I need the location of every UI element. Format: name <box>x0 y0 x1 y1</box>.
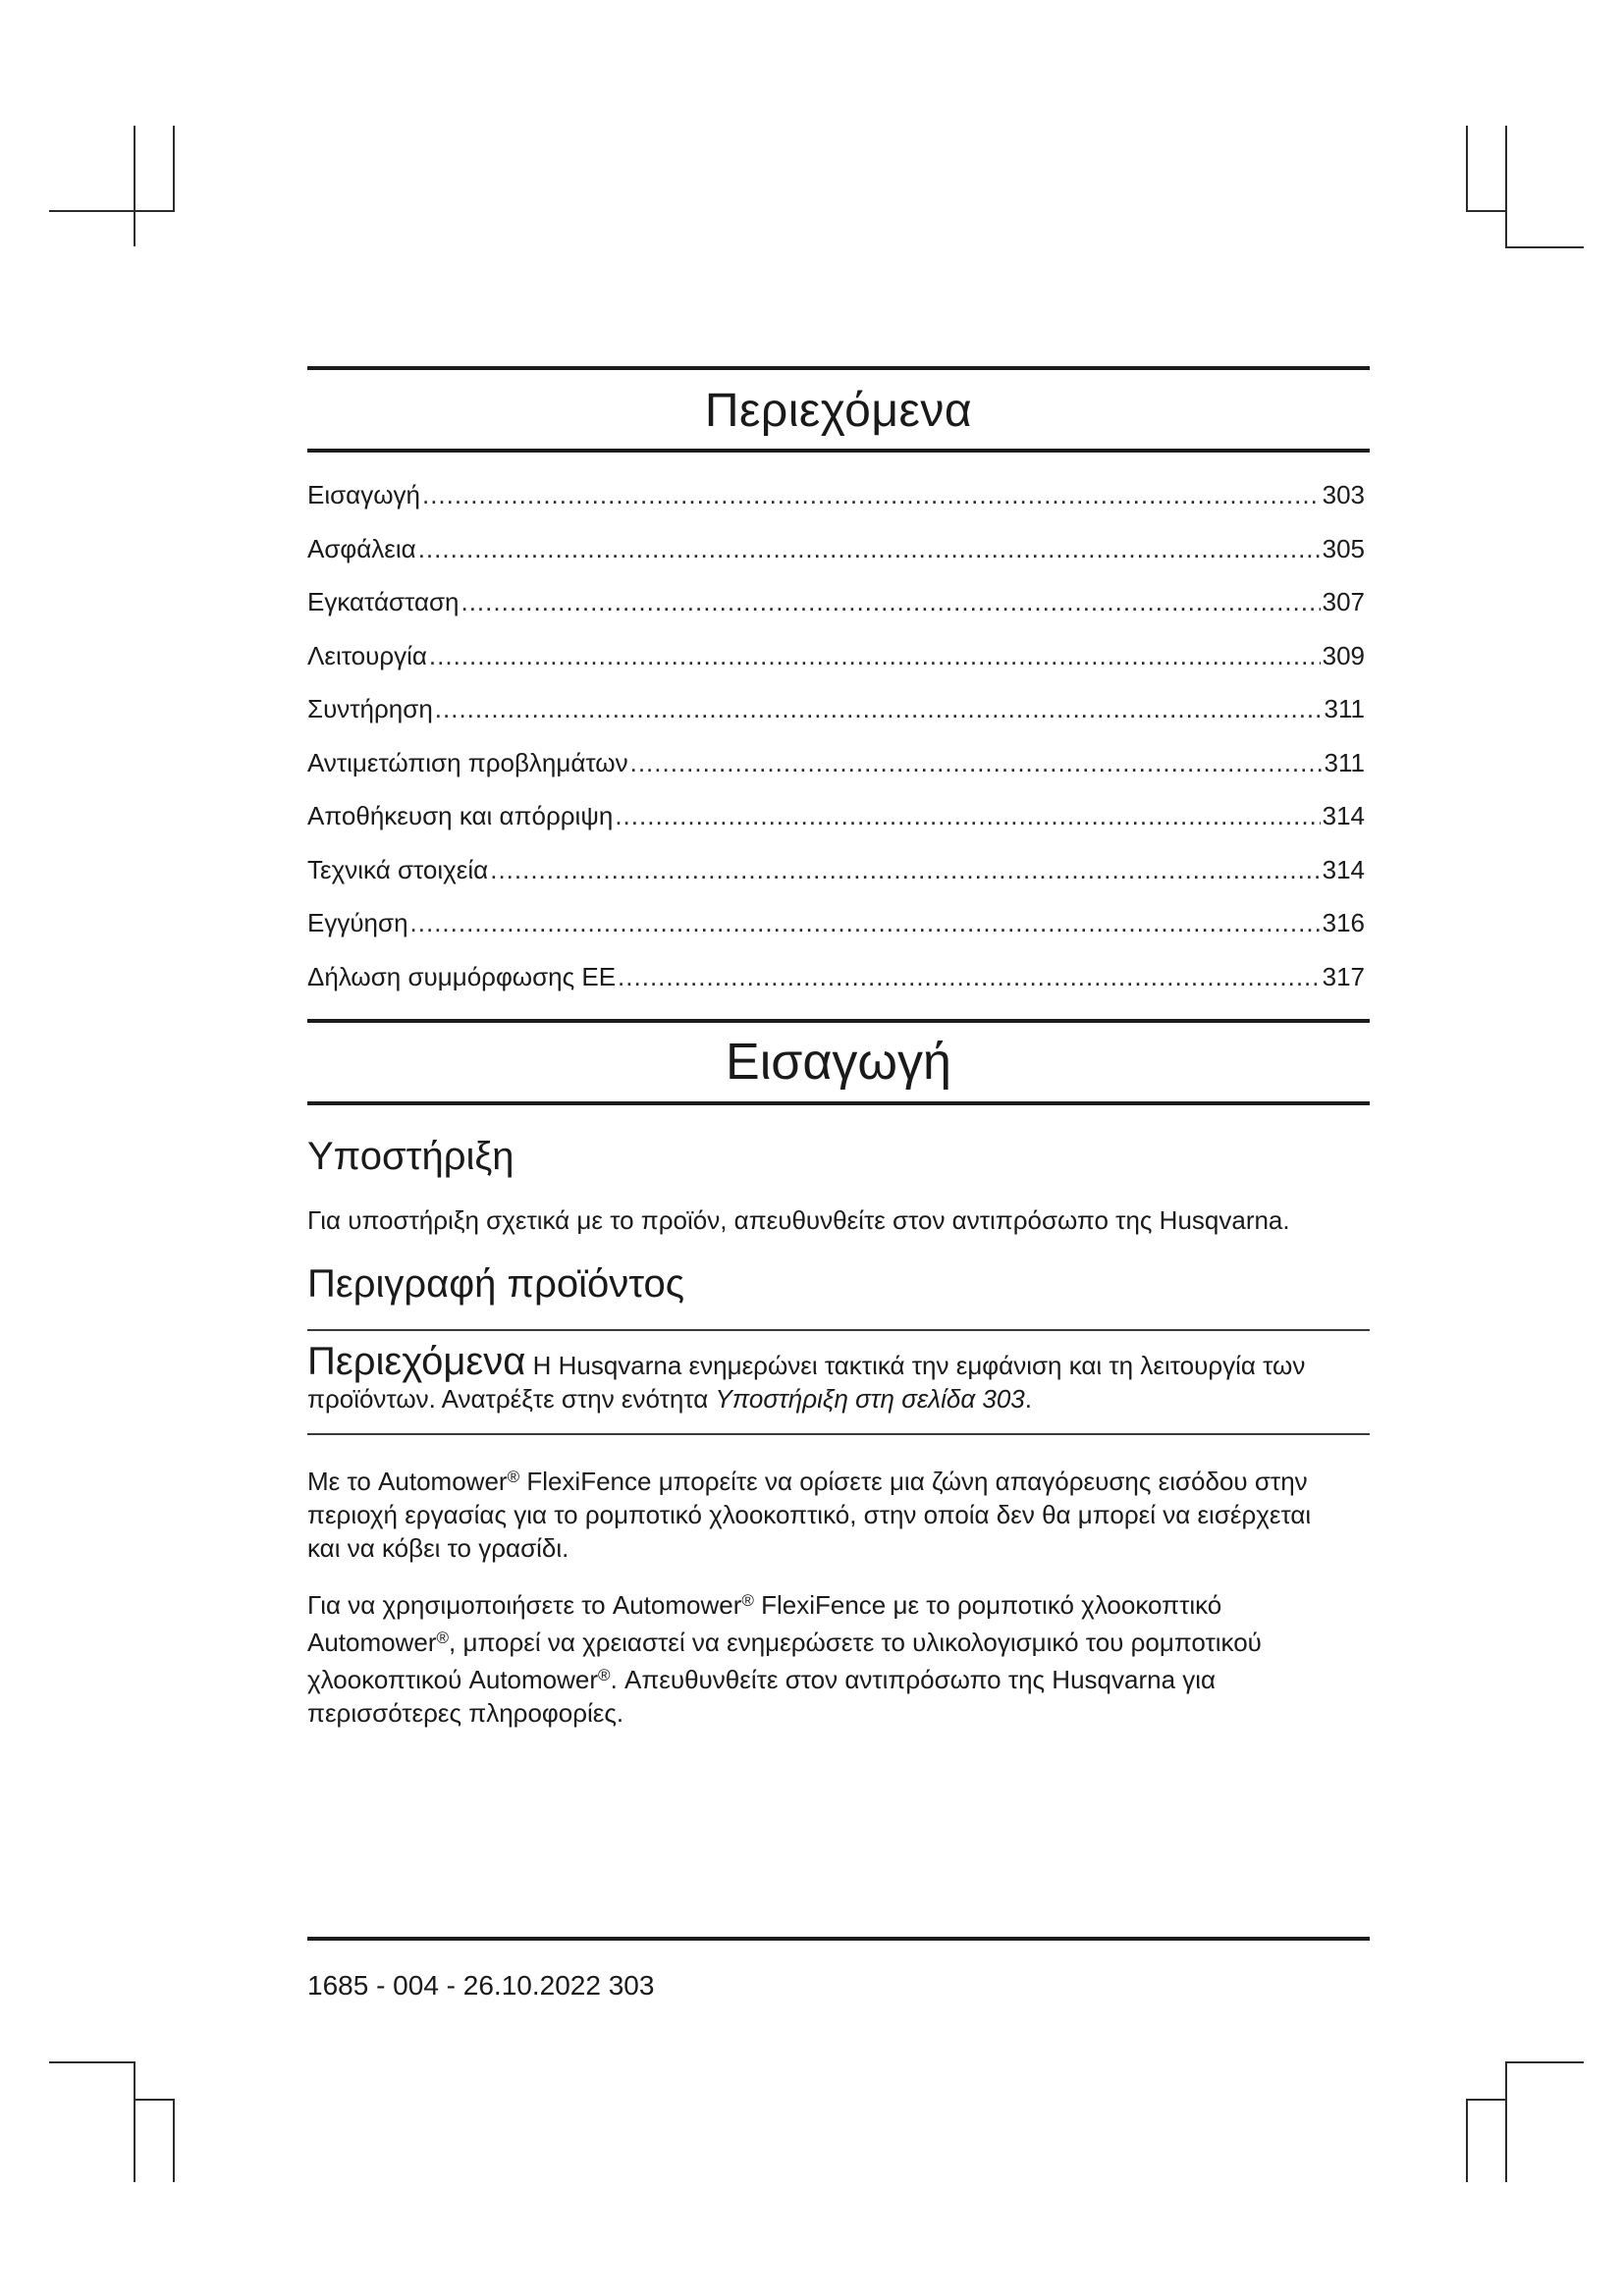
toc-title: Περιεχόμενα <box>704 385 973 437</box>
support-text: Για υποστήριξη σχετικά με το προϊόν, απευθυνθείτε στον αντιπρόσωπο της Husqvarna. <box>307 1205 1290 1235</box>
rule-footer <box>307 1937 1370 1941</box>
section-title-intro: Εισαγωγή <box>726 1034 951 1091</box>
toc-entry[interactable]: Ασφάλεια ..... 305 <box>307 522 1370 576</box>
note-text: Η Husqvarna ενημερώνει τακτικά την εμφάνιση και τη λειτουργία των προϊόντων. Ανατρέξτε στην ενότητα <box>307 1351 1306 1414</box>
table-of-contents <box>307 468 1370 1003</box>
rule-note-bottom <box>307 1433 1370 1435</box>
page-content <box>307 366 1370 1730</box>
toc-entry[interactable]: Εισαγωγή ..... 303 <box>307 468 1370 522</box>
rule-toc-title <box>307 449 1370 453</box>
toc-entry[interactable]: Λειτουργία ..... 309 <box>307 629 1370 683</box>
rule-top <box>307 366 1370 370</box>
doc-info: 1685 - 004 - 26.10.2022 <box>307 1970 601 2001</box>
toc-entry[interactable]: Εγγύηση ..... 316 <box>307 896 1370 950</box>
toc-entry[interactable]: Εγκατάσταση ..... 307 <box>307 575 1370 629</box>
paragraph-flexifence: Με το Automower® FlexiFence μπορείτε να ορίσετε μια ζώνη απαγόρευσης εισόδου στην περιοχή εργασίας για το ρομποτικό χλοοκοπτικό, στην οποία δεν θα μπορεί να εισέρχεται και να κόβει το γρασίδι. <box>307 1467 1312 1563</box>
paragraph-firmware: Για να χρησιμοποιήσετε το Automower® FlexiFence με το ρομποτικό χλοοκοπτικό Automower®, μπορεί να χρειαστεί να ενημερώσετε το υλικολογισμικό του ρομποτικού χλοοκοπτικού Automower®. Απευθυνθείτε στον αντιπρόσωπο της Husqvarna για περισσότερες πληροφορίες. <box>307 1590 1262 1728</box>
note-crossref-link[interactable]: Υποστήριξη στη σελίδα 303 <box>715 1384 1025 1414</box>
note-end: . <box>1024 1384 1032 1414</box>
toc-entry[interactable]: Τεχνικά στοιχεία ..... 314 <box>307 843 1370 897</box>
note-block <box>307 1340 1370 1415</box>
rule-note-top <box>307 1329 1370 1331</box>
rule-intro-bottom <box>307 1101 1370 1105</box>
rule-intro-top <box>307 1019 1370 1023</box>
note-lead: Περιεχόμενα <box>307 1340 526 1383</box>
toc-entry[interactable]: Δήλωση συμμόρφωσης ΕΕ ..... 317 <box>307 950 1370 1004</box>
toc-entry[interactable]: Αποθήκευση και απόρριψη ..... 314 <box>307 789 1370 843</box>
page-footer <box>307 1937 1370 2002</box>
heading-support: Υποστήριξη <box>307 1135 514 1178</box>
toc-entry[interactable]: Αντιμετώπιση προβλημάτων ..... 311 <box>307 736 1370 790</box>
footer-text <box>307 1970 1370 2002</box>
heading-product-description: Περιγραφή προϊόντος <box>307 1262 685 1306</box>
page-number: 303 <box>608 1970 655 2001</box>
toc-entry[interactable]: Συντήρηση ..... 311 <box>307 682 1370 736</box>
